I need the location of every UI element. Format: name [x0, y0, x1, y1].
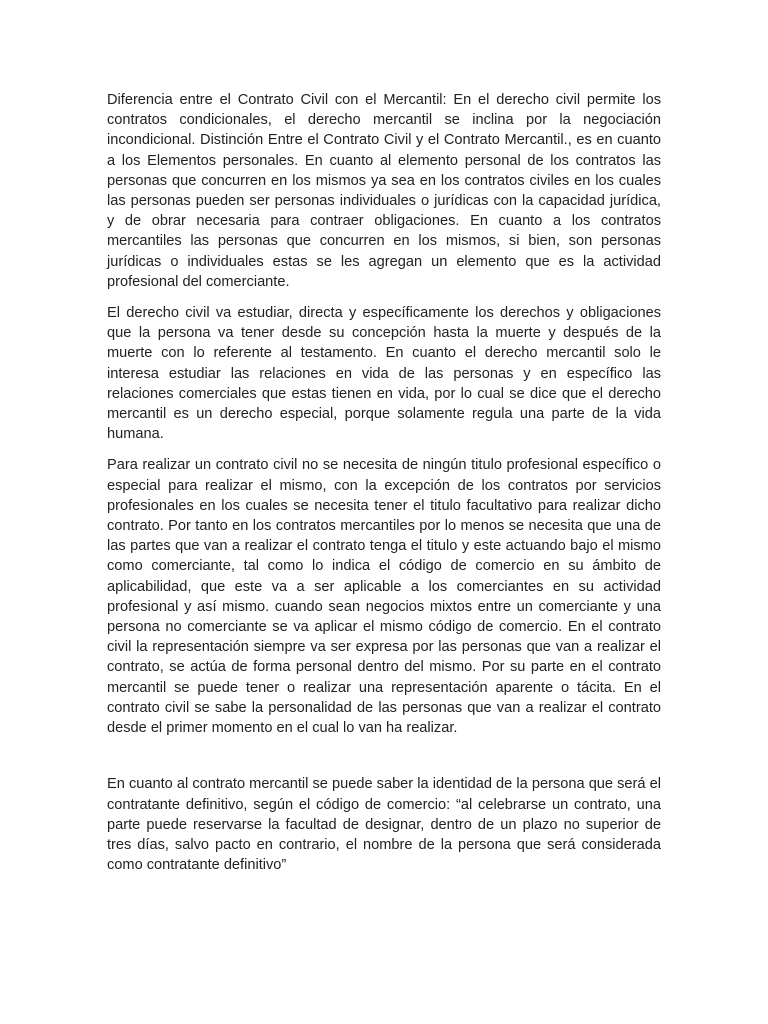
paragraph-3: Para realizar un contrato civil no se necesita de ningún titulo profesional específico o especial para realizar el mismo, con la excepción de los contratos por servicios profesionales en los cuales se necesita tener el titulo facultativo para realizar dicho contrato. Por tanto en los contratos mercantiles por lo menos se necesita que una de las partes que van a realizar el contrato tenga el titulo y este actuando bajo el mismo como comerciante, tal como lo indica el código de comercio en su ámbito de aplicabilidad, que este va a ser aplicable a los comerciantes en su actividad profesional y así mismo. cuando sean negocios mixtos entre un comerciante y una persona no comerciante se va aplicar el mismo código de comercio. En el contrato civil la representación siempre va ser expresa por las personas que van a realizar el contrato, se actúa de forma personal dentro del mismo. Por su parte en el contrato mercantil se puede tener o realizar una representación aparente o tácita. En el contrato civil se sabe la personalidad de las personas que van a realizar el contrato desde el primer momento en el cual lo van ha realizar. — [107, 457, 661, 737]
document-body — [107, 90, 661, 886]
paragraph-1: Diferencia entre el Contrato Civil con el Mercantil: En el derecho civil permite los contratos condicionales, el derecho mercantil se inclina por la negociación incondicional. Distinción Entre el Contrato Civil y el Contrato Mercantil., es en cuanto a los Elementos personales. En cuanto al elemento personal de los contratos las personas que concurren en los mismos ya sea en los contratos civiles en los cuales las personas pueden ser personas individuales o jurídicas con la capacidad jurídica, y de obrar necesaria para contraer obligaciones. En cuanto a los contratos mercantiles las personas que concurren en los mismos, si bien, son personas jurídicas o individuales estas se les agregan un elemento que es la actividad profesional del comerciante. — [107, 92, 661, 290]
paragraph-2: El derecho civil va estudiar, directa y específicamente los derechos y obligaciones que la persona va tener desde su concepción hasta la muerte y después de la muerte con lo referente al testamento. En cuanto el derecho mercantil solo le interesa estudiar las relaciones en vida de las personas y en específico las relaciones comerciales que estas tienen en vida, por lo cual se dice que el derecho mercantil es un derecho especial, porque solamente regula una parte de la vida humana. — [107, 305, 661, 443]
paragraph-4: En cuanto al contrato mercantil se puede saber la identidad de la persona que será el contratante definitivo, según el código de comercio: “al celebrarse un contrato, una parte puede reservarse la facultad de designar, dentro de un plazo no superior de tres días, salvo pacto en contrario, el nombre de la persona que será considerada como contratante definitivo” — [107, 776, 661, 874]
